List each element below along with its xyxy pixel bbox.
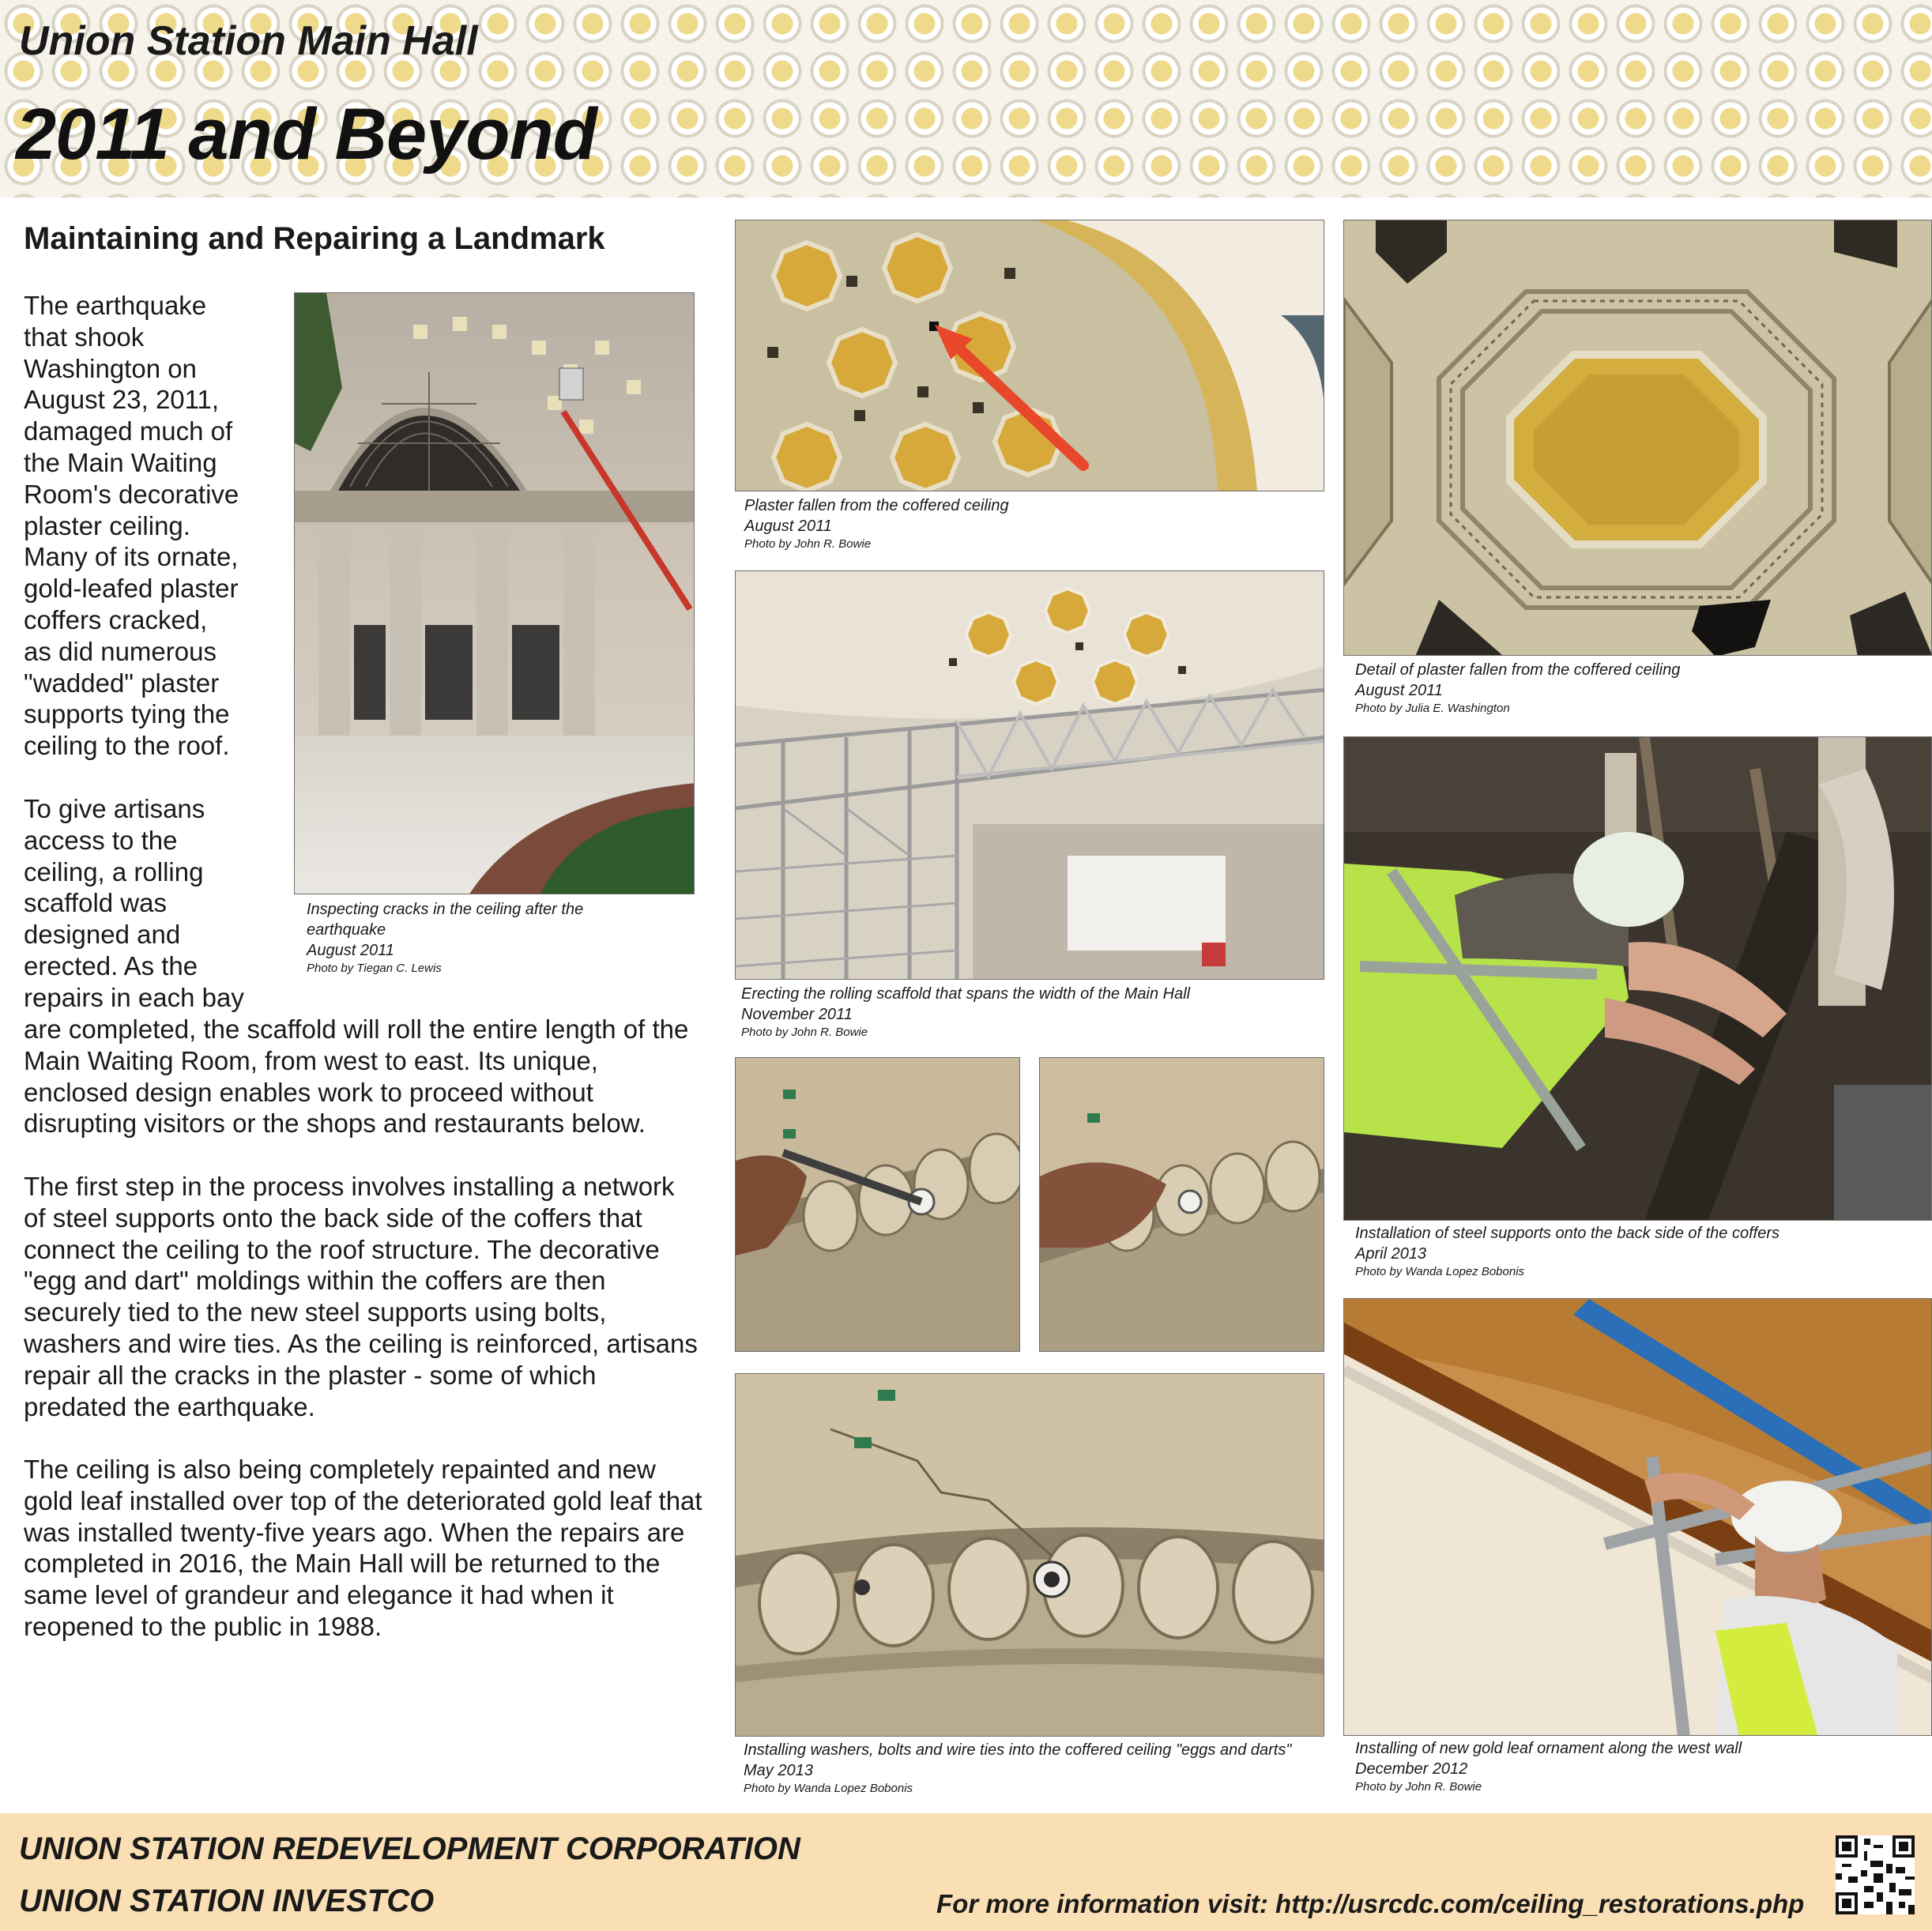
photo-plaster-fallen <box>735 220 1324 491</box>
photo-egg-dart-bolt-1 <box>735 1057 1020 1352</box>
caption-steel-supports: Installation of steel supports onto the back side of the coffers April 2013 Photo by Wanda Lopez Bobonis <box>1355 1225 1779 1278</box>
photo-washers-installed <box>735 1373 1324 1737</box>
photo-steel-supports <box>1343 736 1932 1221</box>
caption-washers-installed: Installing washers, bolts and wire ties into the coffered ceiling "eggs and darts" May 2013 Photo by Wanda Lopez Bobonis <box>744 1741 1292 1795</box>
section-heading: Maintaining and Repairing a Landmark <box>24 221 605 256</box>
paragraph-earthquake: The earthquake that shook Washington on August 23, 2011, damaged much of the Main Waiting Room's decorative plaster ceiling. Many of its ornate, gold-leafed plaster coffers cracked, as did numerous "wadded" plaster supports tying the ceiling to the roof. <box>24 291 239 761</box>
caption-gold-leaf: Installing of new gold leaf ornament along the west wall December 2012 Photo by John R. Bowie <box>1355 1740 1742 1794</box>
page-subtitle: 2011 and Beyond <box>16 94 597 175</box>
footer-org-investco: UNION STATION INVESTCO <box>19 1884 435 1918</box>
paragraph-scaffold-wrapped: To give artisans access to the ceiling, a rolling scaffold was designed and erected. As the repairs in each bay <box>24 794 244 1012</box>
footer-org-redevelopment: UNION STATION REDEVELOPMENT CORPORATION <box>19 1831 800 1866</box>
header-banner <box>0 0 1932 198</box>
caption-rolling-scaffold: Erecting the rolling scaffold that spans the width of the Main Hall November 2011 Photo by John R. Bowie <box>741 985 1191 1039</box>
qr-code-icon[interactable] <box>1836 1835 1915 1914</box>
caption-inspecting-cracks: Inspecting cracks in the ceiling after the earthquake August 2011 Photo by Tiegan C. Lewis <box>307 901 584 975</box>
caption-plaster-detail: Detail of plaster fallen from the coffered ceiling August 2011 Photo by Julia E. Washington <box>1355 661 1681 715</box>
paragraph-scaffold-continued: are completed, the scaffold will roll the entire length of the Main Waiting Room, from west to east. Its unique, enclosed design enables work to proceed without disrupting visitors or the shops and restaurants below. <box>24 1014 689 1139</box>
photo-plaster-detail <box>1343 220 1932 656</box>
paragraph-gold-leaf: The ceiling is also being completely repainted and new gold leaf installed over top of the deteriorated gold leaf that was installed twenty-five years ago. When the repairs are completed in 2016, the Main Hall will be returned to the same level of grandeur and elegance it had when it reopened to the public in 1988. <box>24 1455 702 1641</box>
paragraph-steel-supports: The first step in the process involves installing a network of steel supports onto the back side of the coffers that connect the ceiling to the roof structure. The decorative "egg and dart" moldings within the coffers are then securely tied to the new steel supports using bolts, washers and wire ties. As the ceiling is reinforced, artisans repair all the cracks in the plaster - some of which predated the earthquake. <box>24 1172 698 1421</box>
photo-inspecting-cracks <box>294 292 695 894</box>
photo-rolling-scaffold <box>735 570 1324 980</box>
photo-gold-leaf <box>1343 1298 1932 1736</box>
caption-plaster-fallen: Plaster fallen from the coffered ceiling August 2011 Photo by John R. Bowie <box>744 497 1009 551</box>
page-title: Union Station Main Hall <box>19 18 478 64</box>
footer-band <box>0 1813 1932 1931</box>
photo-egg-dart-bolt-2 <box>1039 1057 1324 1352</box>
footer-info-link[interactable]: For more information visit: http://usrcdc.com/ceiling_restorations.php <box>936 1889 1805 1918</box>
